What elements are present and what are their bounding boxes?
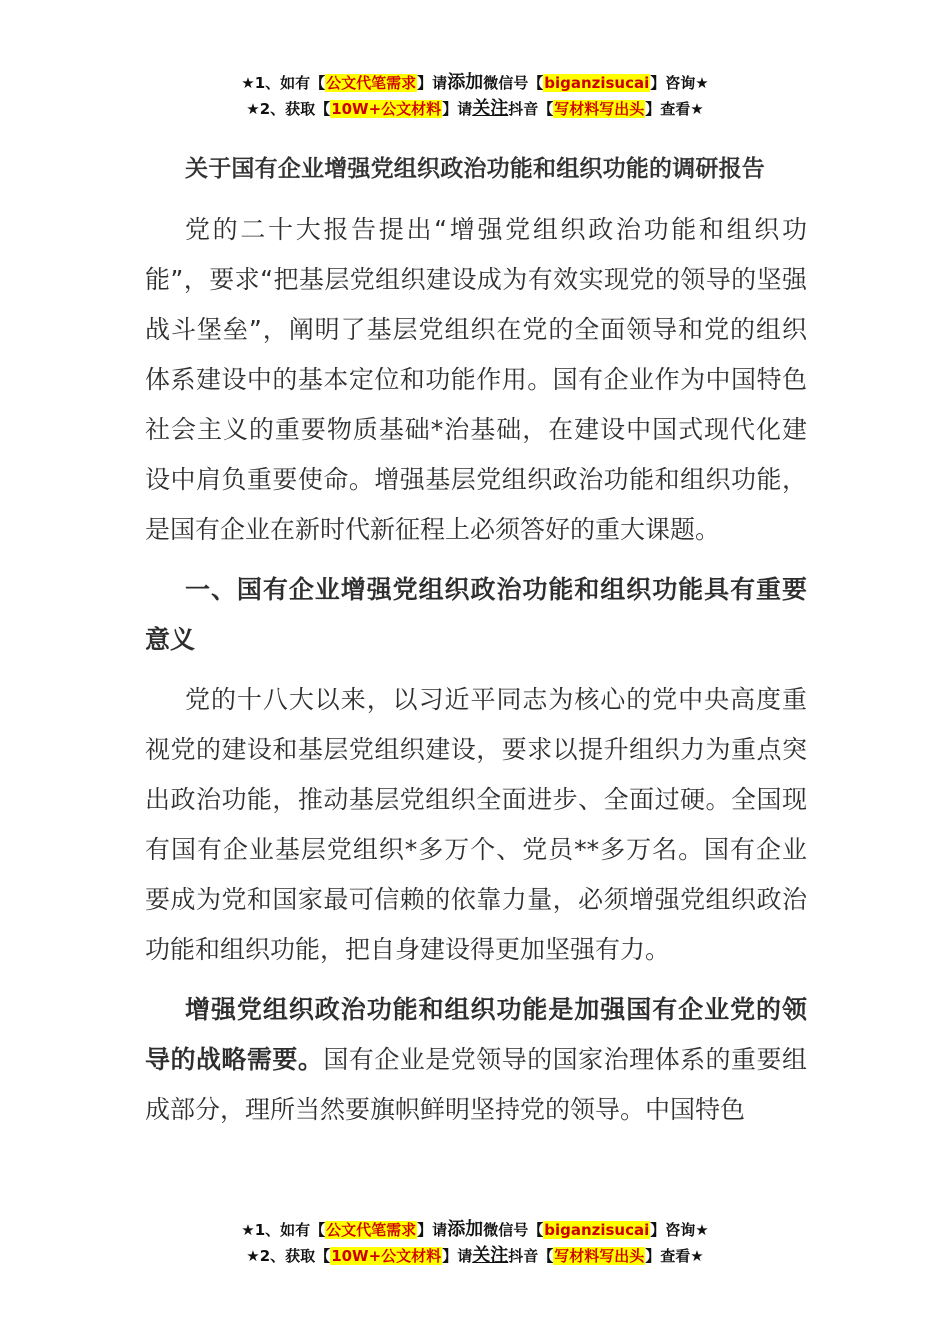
- highlight-douyin-account: 写材料写出头: [554, 1247, 645, 1265]
- highlight-materials: 10W+公文材料: [331, 1247, 442, 1265]
- banner-text: 】查看★: [645, 1247, 704, 1265]
- banner-emphasis: 添加: [447, 72, 484, 93]
- highlight-wechat-id: biganzisucai: [544, 74, 650, 92]
- banner-text: ★2、获取【: [246, 100, 331, 118]
- highlight-service: 公文代笔需求: [326, 1221, 417, 1239]
- banner-text: 】请: [442, 100, 473, 118]
- banner-text: 】咨询★: [650, 74, 709, 92]
- banner-line-2: [0, 1243, 950, 1269]
- document-body: [145, 205, 807, 1135]
- banner-line-1: [0, 1217, 950, 1243]
- banner-text: 】咨询★: [650, 1221, 709, 1239]
- highlight-wechat-id: biganzisucai: [544, 1221, 650, 1239]
- section-heading-1: 一、国有企业增强党组织政治功能和组织功能具有重要意义: [145, 575, 807, 654]
- banner-text: 微信号【: [483, 74, 544, 92]
- banner-text: 】请: [417, 1221, 448, 1239]
- banner-text: 微信号【: [483, 1221, 544, 1239]
- banner-emphasis: 添加: [447, 1219, 484, 1240]
- banner-text: ★1、如有【: [241, 1221, 326, 1239]
- paragraph-3-lead: 增强党组织政治功能和组织功能是加强国有企业党的领导的战略需要。: [145, 995, 807, 1074]
- banner-text: 抖音【: [508, 100, 554, 118]
- paragraph-3-text: 国有企业是党领导的国家治理体系的重要组成部分，理所当然要旗帜鲜明坚持党的领导。中国特色: [145, 1045, 807, 1124]
- highlight-douyin-account: 写材料写出头: [554, 100, 645, 118]
- banner-emphasis: 关注: [472, 98, 509, 119]
- banner-emphasis: 关注: [472, 1245, 509, 1266]
- banner-line-1: [0, 70, 950, 96]
- banner-text: ★2、获取【: [246, 1247, 331, 1265]
- paragraph-3: [145, 985, 807, 1135]
- banner-text: 】请: [442, 1247, 473, 1265]
- bottom-banner: [0, 1217, 950, 1269]
- paragraph-intro: 党的二十大报告提出“增强党组织政治功能和组织功能”，要求“把基层党组织建设成为有效实现党的领导的坚强战斗堡垒”，阐明了基层党组织在党的全面领导和党的组织体系建设中的基本定位和功能作用。国有企业作为中国特色社会主义的重要物质基础*治基础，在建设中国式现代化建设中肩负重要使命。增强基层党组织政治功能和组织功能，是国有企业在新时代新征程上必须答好的重大课题。: [145, 215, 807, 544]
- banner-text: 抖音【: [508, 1247, 554, 1265]
- top-banner: [0, 70, 950, 122]
- highlight-materials: 10W+公文材料: [331, 100, 442, 118]
- banner-text: 】查看★: [645, 100, 704, 118]
- highlight-service: 公文代笔需求: [326, 74, 417, 92]
- banner-text: ★1、如有【: [241, 74, 326, 92]
- banner-text: 】请: [417, 74, 448, 92]
- document-title: 关于国有企业增强党组织政治功能和组织功能的调研报告: [185, 156, 765, 182]
- paragraph-2: 党的十八大以来，以习近平同志为核心的党中央高度重视党的建设和基层党组织建设，要求以提升组织力为重点突出政治功能，推动基层党组织全面进步、全面过硬。全国现有国有企业基层党组织*多万个、党员**多万名。国有企业要成为党和国家最可信赖的依靠力量，必须增强党组织政治功能和组织功能，把自身建设得更加坚强有力。: [145, 685, 807, 964]
- banner-line-2: [0, 96, 950, 122]
